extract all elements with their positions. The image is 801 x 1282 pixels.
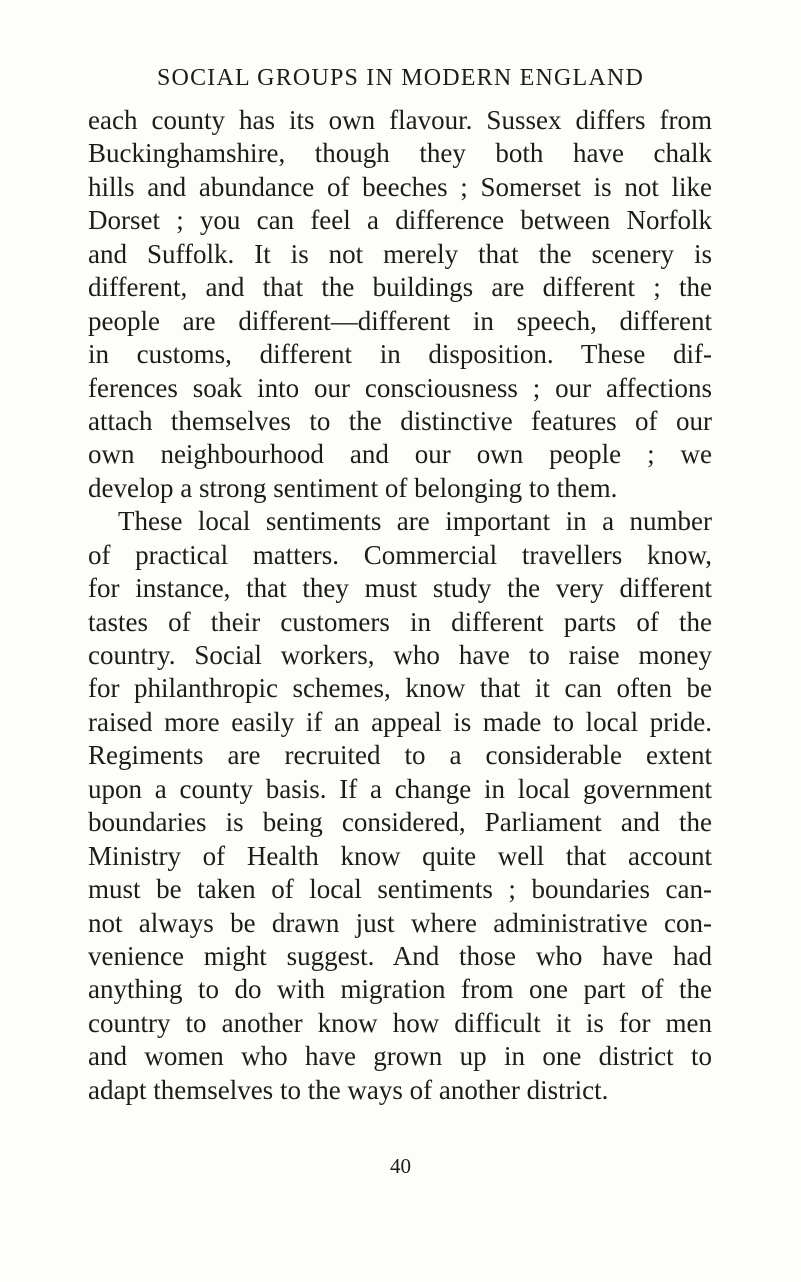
text-line: of practical matters. Commercial travellers know, (88, 539, 712, 570)
text-line: for philanthropic schemes, know that it can often be (88, 673, 712, 704)
text-line: venience might suggest. And those who have had (88, 940, 712, 971)
text-line: Regiments are recruited to a considerable extent (88, 740, 712, 771)
text-line: adapt themselves to the ways of another district. (88, 1074, 609, 1105)
text-line: and Suffolk. It is not merely that the scenery is (88, 238, 712, 269)
body-text (88, 104, 712, 1107)
text-line: tastes of their customers in different parts of the (88, 606, 712, 637)
text-line: each county has its own flavour. Sussex differs from (88, 105, 712, 135)
text-line: different, and that the buildings are different ; the (88, 272, 712, 303)
page-number: 40 (390, 1154, 411, 1178)
text-line: attach themselves to the distinctive features of our (88, 405, 712, 436)
text-line: must be taken of local sentiments ; boundaries can- (88, 874, 712, 905)
text-line: in customs, different in disposition. These dif- (88, 339, 712, 370)
text-line: hills and abundance of beeches ; Somerset is not like (88, 171, 712, 202)
running-header: SOCIAL GROUPS IN MODERN ENGLAND (157, 65, 644, 91)
text-line: develop a strong sentiment of belonging to them. (88, 472, 618, 503)
text-line: own neighbourhood and our own people ; we (88, 439, 712, 470)
text-line: anything to do with migration from one part of the (88, 974, 712, 1005)
text-line: raised more easily if an appeal is made to local pride. (88, 706, 712, 737)
text-line: ferences soak into our consciousness ; our affections (88, 372, 712, 403)
text-line: country. Social workers, who have to raise money (88, 640, 712, 670)
text-line: Buckinghamshire, though they both have chalk (88, 138, 712, 169)
text-line: country to another know how difficult it is for men (88, 1007, 712, 1038)
text-line: Dorset ; you can feel a difference between Norfolk (88, 205, 712, 236)
text-line: These local sentiments are important in a number (118, 506, 712, 537)
text-line: and women who have grown up in one district to (88, 1041, 712, 1072)
text-line: Ministry of Health know quite well that account (88, 840, 712, 871)
text-line: upon a county basis. If a change in local government (88, 773, 712, 804)
text-line: people are different—different in speech, different (88, 305, 712, 336)
text-line: boundaries is being considered, Parliament and the (88, 807, 712, 838)
text-line: not always be drawn just where administrative con- (88, 907, 712, 938)
text-line: for instance, that they must study the very different (88, 573, 712, 604)
